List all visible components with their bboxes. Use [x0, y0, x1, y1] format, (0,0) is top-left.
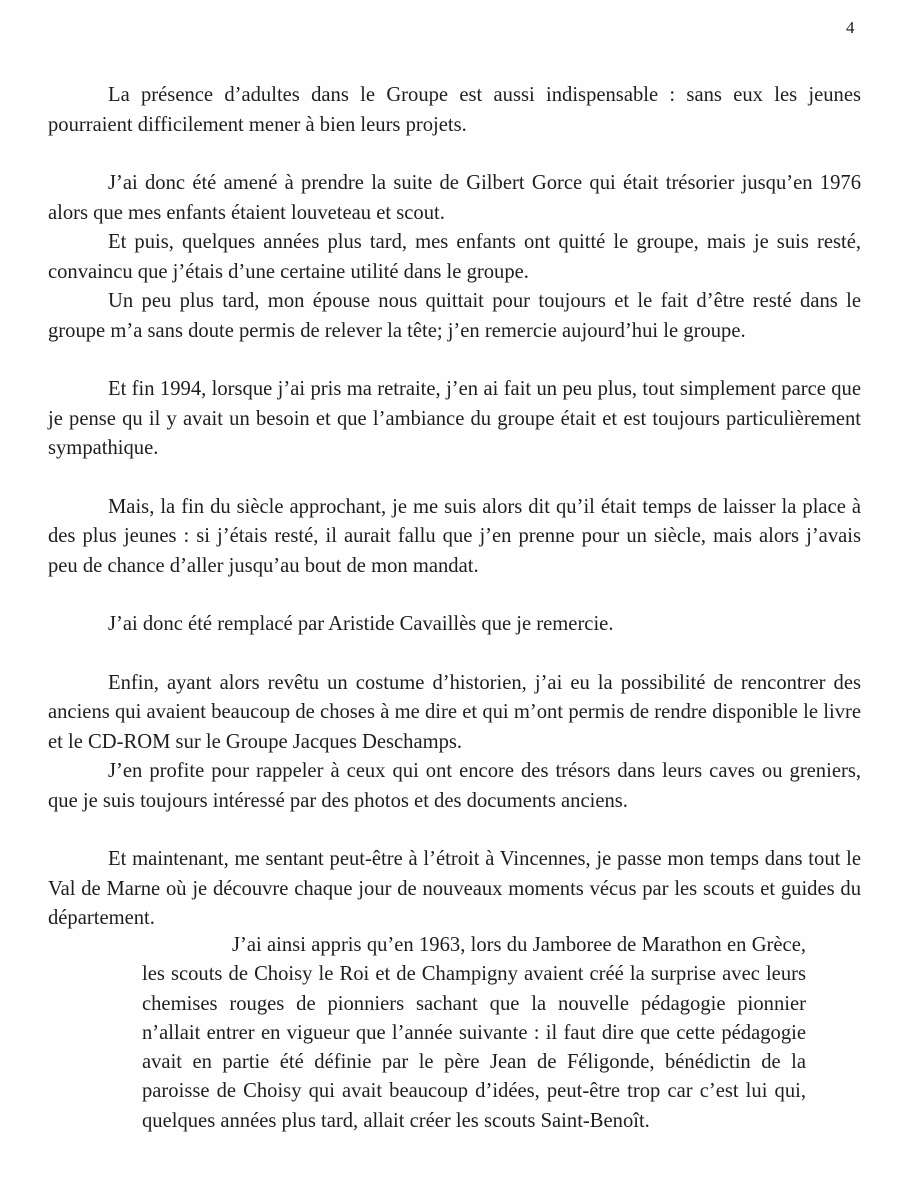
paragraph: J’ai donc été amené à prendre la suite de Gilbert Gorce qui était trésorier jusqu’en 1976 alors que mes enfants étaient louveteau et scout. — [48, 172, 861, 224]
paragraph: La présence d’adultes dans le Groupe est aussi indispensable : sans eux les jeunes pourraient difficilement mener à bien leurs projets. — [48, 84, 861, 136]
paragraph: J’en profite pour rappeler à ceux qui ont encore des trésors dans leurs caves ou greniers, que je suis toujours intéressé par des photos et des documents anciens. — [48, 760, 861, 812]
paragraph: Et maintenant, me sentant peut-être à l’étroit à Vincennes, je passe mon temps dans tout le Val de Marne où je découvre chaque jour de nouveaux moments vécus par les scouts et guides du département. — [48, 848, 861, 929]
paragraph: J’ai donc été remplacé par Aristide Cavaillès que je remercie. — [108, 613, 614, 635]
paragraph: Mais, la fin du siècle approchant, je me suis alors dit qu’il était temps de laisser la place à des plus jeunes : si j’étais resté, il aurait fallu que j’en prenne pour un siècle, mais alors j’avais peu de chance d’aller jusqu’au bout de mon mandat. — [48, 495, 861, 577]
paragraph: Enfin, ayant alors revêtu un costume d’historien, j’ai eu la possibilité de rencontrer des anciens qui avaient beaucoup de choses à me dire et qui m’ont permis de rendre disponible le livre et le CD-ROM sur le Groupe Jacques Deschamps. — [48, 671, 861, 753]
page-number: 4 — [846, 18, 855, 37]
paragraph: Et puis, quelques années plus tard, mes enfants ont quitté le groupe, mais je suis resté, convaincu que j’étais d’une certaine utilité dans le groupe. — [48, 231, 861, 283]
paragraph: Et fin 1994, lorsque j’ai pris ma retraite, j’en ai fait un peu plus, tout simplement parce que je pense qu il y avait un besoin et que l’ambiance du groupe était et est toujours particulièrement sympathique. — [48, 378, 861, 459]
indented-paragraph: J’ai ainsi appris qu’en 1963, lors du Jamboree de Marathon en Grèce, les scouts de Choisy le Roi et de Champigny avaient créé la surprise avec leurs chemises rouges de pionniers sachant que la nouvelle pédagogie pionnier n’allait entrer en vigueur que l’année suivante : il faut dire que cette pédagogie avait en partie été définie par le père Jean de Féligonde, bénédictin de la paroisse de Choisy qui avait beaucoup d’idées, peut-être trop car c’est lui qui, quelques années plus tard, allait créer les scouts Saint-Benoît. — [142, 934, 806, 1132]
indented-paragraph-block — [142, 931, 806, 1136]
paragraph: Un peu plus tard, mon épouse nous quittait pour toujours et le fait d’être resté dans le groupe m’a sans doute permis de relever la tête; j’en remercie aujourd’hui le groupe. — [48, 290, 861, 342]
body-text — [48, 81, 861, 934]
